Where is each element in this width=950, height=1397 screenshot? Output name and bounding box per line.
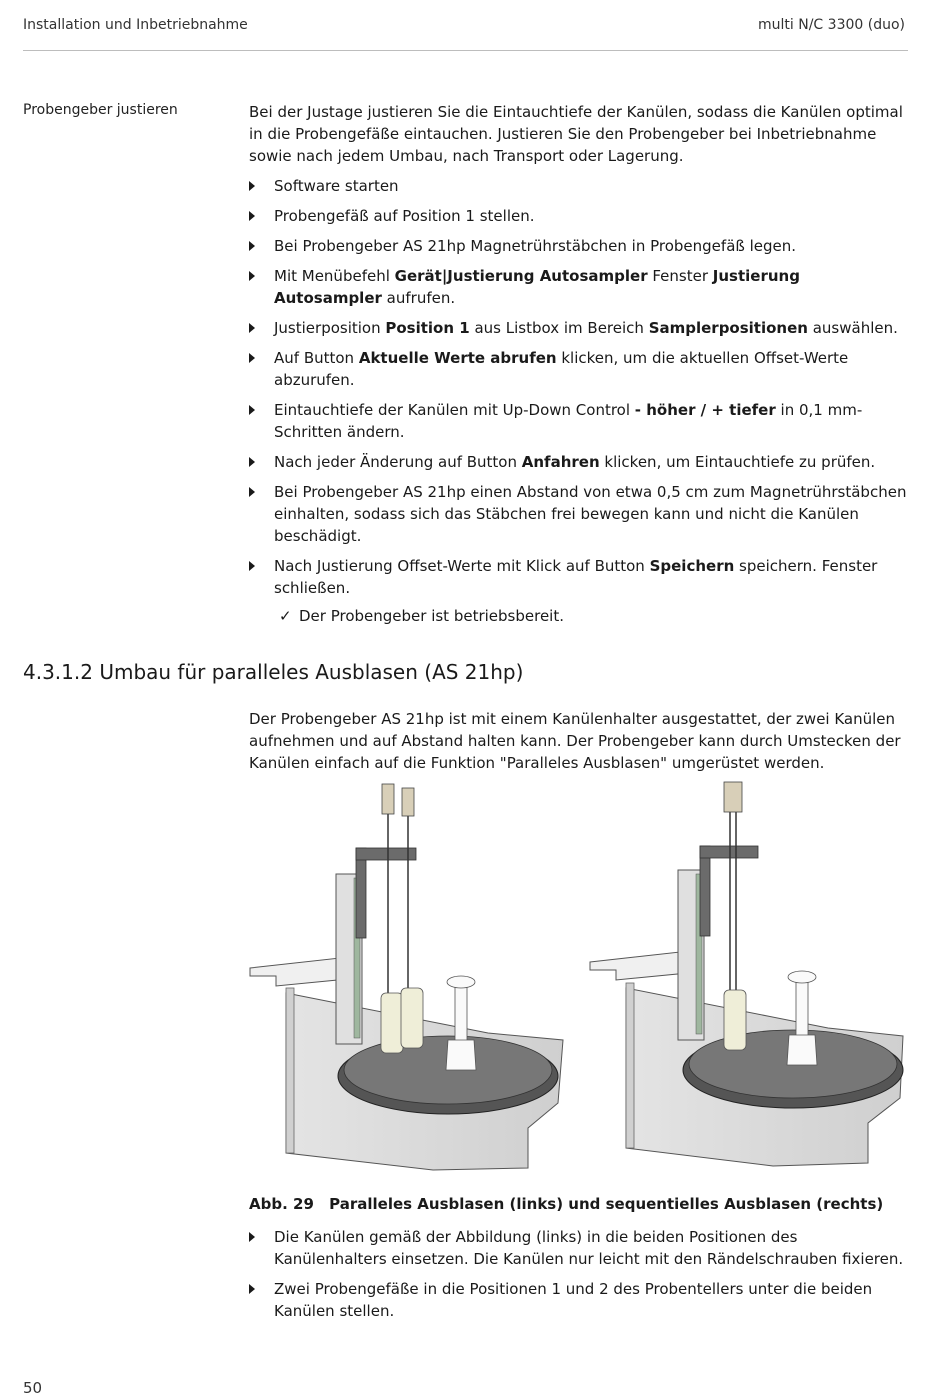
step-text: Software starten bbox=[274, 177, 399, 195]
running-header-chapter: Installation und Inbetriebnahme bbox=[23, 17, 248, 33]
step-item bbox=[249, 175, 909, 197]
step-arrow-icon bbox=[249, 271, 255, 281]
step-arrow-icon bbox=[249, 241, 255, 251]
step-text: Bei Probengeber AS 21hp Magnetrührstäbchen in Probengefäß legen. bbox=[274, 237, 797, 255]
step-item bbox=[249, 481, 909, 547]
step-item bbox=[249, 555, 909, 599]
step-text: Probengefäß auf Position 1 stellen. bbox=[274, 207, 535, 225]
step-arrow-icon bbox=[249, 1232, 255, 1242]
step-text: Bei Probengeber AS 21hp einen Abstand von etwa 0,5 cm zum Magnetrührstäbchen einhalten, sodass sich das Stäbchen frei bewegen kann und nicht die Kanülen beschädigt. bbox=[274, 483, 907, 545]
sampler-sequential-illustration bbox=[590, 782, 903, 1166]
step-ui-term: Anfahren bbox=[521, 453, 600, 471]
section1-steps bbox=[249, 175, 909, 599]
step-text: Nach Justierung Offset-Werte mit Klick auf Button bbox=[274, 557, 650, 575]
step-text: Nach jeder Änderung auf Button bbox=[274, 453, 522, 471]
running-header-product: multi N/C 3300 (duo) bbox=[758, 17, 905, 33]
step-ui-term: - höher / + tiefer bbox=[634, 401, 776, 419]
step-item bbox=[249, 205, 909, 227]
result-text: Der Probengeber ist betriebsbereit. bbox=[299, 607, 564, 625]
step-text: aus Listbox im Bereich bbox=[469, 319, 649, 337]
section2-steps-block bbox=[249, 1218, 909, 1322]
step-item bbox=[249, 1278, 909, 1322]
step-text: Auf Button bbox=[274, 349, 359, 367]
section1-intro: Bei der Justage justieren Sie die Eintauchtiefe der Kanülen, sodass die Kanülen optimal in die Probengefäße eintauchen. Justieren Sie den Probengeber bei Inbetriebnahme sowie nach jedem Umbau, nach Transport oder Lagerung. bbox=[249, 103, 903, 165]
step-text: aufrufen. bbox=[381, 289, 456, 307]
autosampler-figure bbox=[248, 778, 908, 1190]
section2-intro: Der Probengeber AS 21hp ist mit einem Kanülenhalter ausgestattet, der zwei Kanülen aufnehmen und auf Abstand halten kann. Der Probengeber kann durch Umstecken der Kanülen einfach auf die Funktion "Paralleles Ausblasen" umgerüstet werden. bbox=[249, 710, 901, 772]
step-text: speichern. Fenster schließen. bbox=[274, 557, 878, 597]
step-text: klicken, um die aktuellen Offset-Werte abzurufen. bbox=[274, 349, 849, 389]
section2-body bbox=[249, 708, 909, 774]
step-ui-term: Samplerpositionen bbox=[648, 319, 808, 337]
step-item bbox=[249, 1226, 909, 1270]
step-arrow-icon bbox=[249, 323, 255, 333]
step-item bbox=[249, 317, 909, 339]
step-ui-term: Speichern bbox=[649, 557, 735, 575]
section2-steps bbox=[249, 1226, 909, 1322]
step-arrow-icon bbox=[249, 487, 255, 497]
figure-caption bbox=[249, 1195, 883, 1213]
sampler-parallel-illustration bbox=[250, 784, 563, 1170]
header-divider bbox=[23, 50, 908, 51]
result-line bbox=[249, 605, 909, 627]
step-text: Die Kanülen gemäß der Abbildung (links) in die beiden Positionen des Kanülenhalters einsetzen. Die Kanülen nur leicht mit den Rändelschrauben fixieren. bbox=[274, 1228, 904, 1268]
step-item bbox=[249, 451, 909, 473]
step-arrow-icon bbox=[249, 353, 255, 363]
step-arrow-icon bbox=[249, 561, 255, 571]
step-text: klicken, um Eintauchtiefe zu prüfen. bbox=[599, 453, 876, 471]
step-ui-term: Position 1 bbox=[385, 319, 470, 337]
page-number: 50 bbox=[23, 1379, 43, 1397]
step-text: Mit Menübefehl bbox=[274, 267, 395, 285]
step-item bbox=[249, 347, 909, 391]
step-item bbox=[249, 265, 909, 309]
step-text: Fenster bbox=[647, 267, 713, 285]
step-text: Eintauchtiefe der Kanülen mit Up-Down Control bbox=[274, 401, 635, 419]
figure-number: Abb. 29 bbox=[249, 1195, 314, 1213]
step-text: in 0,1 mm-Schritten ändern. bbox=[274, 401, 863, 441]
step-arrow-icon bbox=[249, 405, 255, 415]
section1-body bbox=[249, 101, 909, 627]
step-arrow-icon bbox=[249, 211, 255, 221]
checkmark-icon: ✓ bbox=[279, 607, 292, 625]
step-ui-term: Gerät|Justierung Autosampler bbox=[394, 267, 648, 285]
figure-caption-text: Paralleles Ausblasen (links) und sequentielles Ausblasen (rechts) bbox=[329, 1195, 884, 1213]
step-text: auswählen. bbox=[807, 319, 898, 337]
step-arrow-icon bbox=[249, 181, 255, 191]
step-text: Justierposition bbox=[274, 319, 386, 337]
section-heading: 4.3.1.2 Umbau für paralleles Ausblasen (AS 21hp) bbox=[23, 660, 524, 684]
step-ui-term: Justierung Autosampler bbox=[274, 267, 800, 307]
step-item bbox=[249, 399, 909, 443]
step-arrow-icon bbox=[249, 457, 255, 467]
margin-label: Probengeber justieren bbox=[23, 102, 178, 118]
step-item bbox=[249, 235, 909, 257]
step-text: Zwei Probengefäße in die Positionen 1 und 2 des Probentellers unter die beiden Kanülen stellen. bbox=[274, 1280, 873, 1320]
step-ui-term: Aktuelle Werte abrufen bbox=[358, 349, 557, 367]
step-arrow-icon bbox=[249, 1284, 255, 1294]
